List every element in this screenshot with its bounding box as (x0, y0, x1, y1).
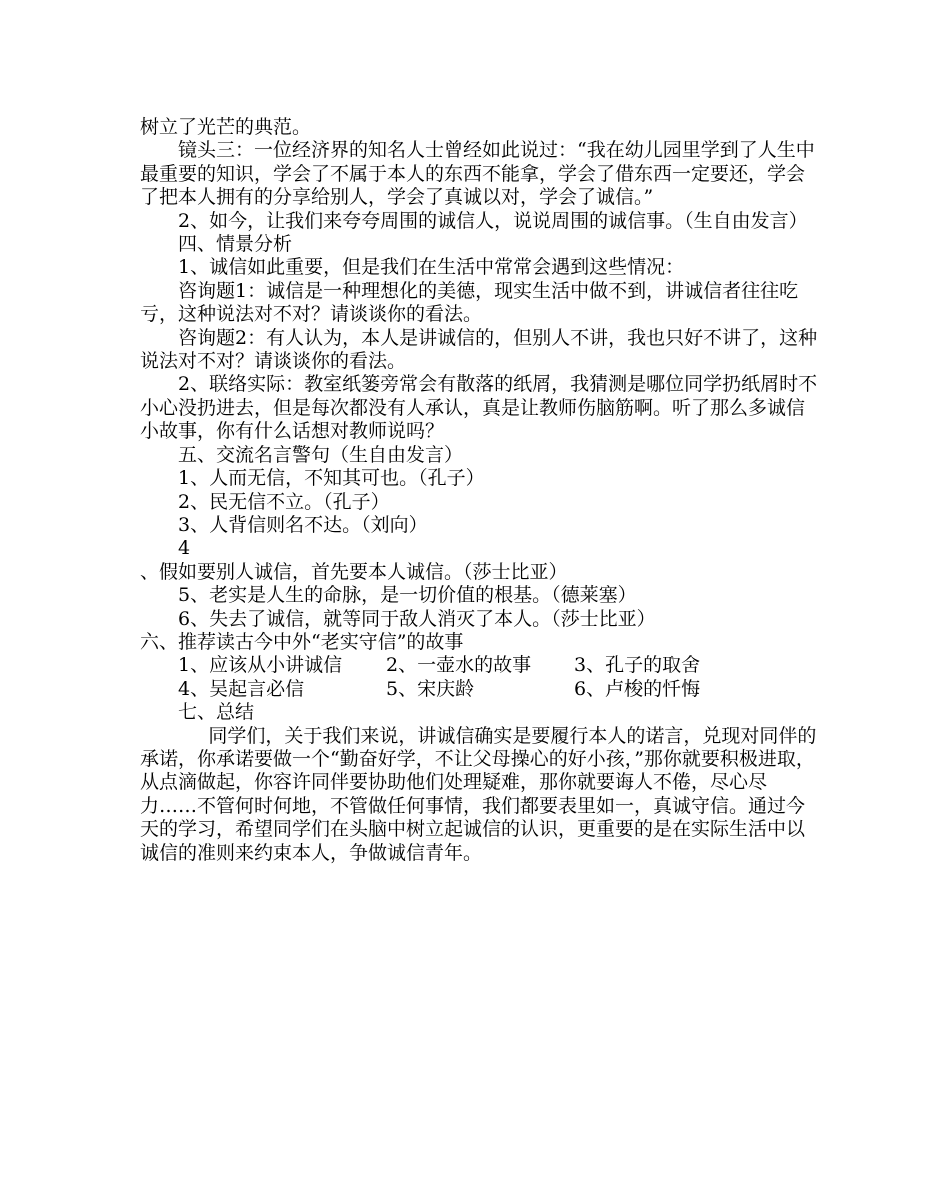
paragraph: 1、诚信如此重要，但是我们在生活中常常会遇到这些情况： (178, 256, 685, 279)
summary-paragraph: 同学们，关于我们来说，讲诚信确实是要履行本人的诺言，兑现对同伴的承诺，你承诺要做一个“勤奋好学，不让父母操心的好小孩，”那你就要积极进取，从点滴做起，你容许同伴要协助他们处理疑难，那你就要诲人不倦，尽心尽力……不管何时何地，不管做任何事情，我们都要表里如一，真诚守信。通过今天的学习，希望同学们在头脑中树立起诚信的认识，更重要的是在实际生活中以诚信的准则来约束本人，争做诚信青年。 (140, 724, 817, 864)
story-item: 3、孔子的取舍 (574, 654, 701, 677)
paragraph: 树立了光芒的典范。 (140, 116, 312, 138)
paragraph: 咨询题1：诚信是一种理想化的美德，现实生活中做不到，讲诚信者往往吃亏，这种说法对不对？请谈谈你的看法。 (140, 279, 799, 326)
quote-item: 、假如要别人诚信，首先要本人诚信。（莎士比亚） (140, 560, 568, 583)
paragraph: 镜头三：一位经济界的知名人士曾经如此说过：“我在幼儿园里学到了人生中最重要的知识，学会了不属于本人的东西不能拿，学会了借东西一定要还，学会了把本人拥有的分享给别人，学会了真诚以对，学会了诚信。” (140, 139, 815, 209)
quote-item: 5、老实是人生的命脉，是一切价值的根基。（德莱塞） (178, 584, 637, 607)
story-item: 5、宋庆龄 (386, 677, 475, 700)
story-item: 2、一壶水的故事 (386, 654, 532, 677)
paragraph: 2、如今，让我们来夸夸周围的诚信人，说说周围的诚信事。（生自由发言） (178, 209, 808, 232)
story-row (140, 678, 820, 701)
story-item: 4、吴起言必信 (178, 677, 305, 700)
paragraph: 2、联络实际：教室纸篓旁常会有散落的纸屑，我猜测是哪位同学扔纸屑时不小心没扔进去，但是每次都没有人承认，真是让教师伤脑筋啊。听了那么多诚信小故事，你有什么话想对教师说吗？ (140, 373, 818, 443)
section-heading: 六、推荐读古今中外“老实守信”的故事 (140, 630, 464, 653)
story-row (140, 654, 820, 677)
document-page (140, 116, 820, 865)
quote-item: 6、失去了诚信，就等同于敌人消灭了本人。（莎士比亚） (178, 607, 656, 630)
quote-item: 3、人背信则名不达。（刘向） (178, 513, 428, 536)
story-item: 1、应该从小讲诚信 (178, 654, 343, 677)
quote-item-number: 4 (178, 537, 191, 560)
quote-item: 2、民无信不立。（孔子） (178, 490, 390, 513)
section-heading: 七、总结 (178, 701, 255, 724)
section-heading: 五、交流名言警句（生自由发言） (178, 443, 464, 466)
section-heading: 四、情景分析 (178, 233, 293, 256)
paragraph: 咨询题2：有人认为，本人是讲诚信的，但别人不讲，我也只好不讲了，这种说法对不对？请谈谈你的看法。 (140, 326, 818, 373)
story-item: 6、卢梭的忏悔 (574, 677, 701, 700)
quote-item: 1、人而无信，不知其可也。（孔子） (178, 467, 485, 490)
